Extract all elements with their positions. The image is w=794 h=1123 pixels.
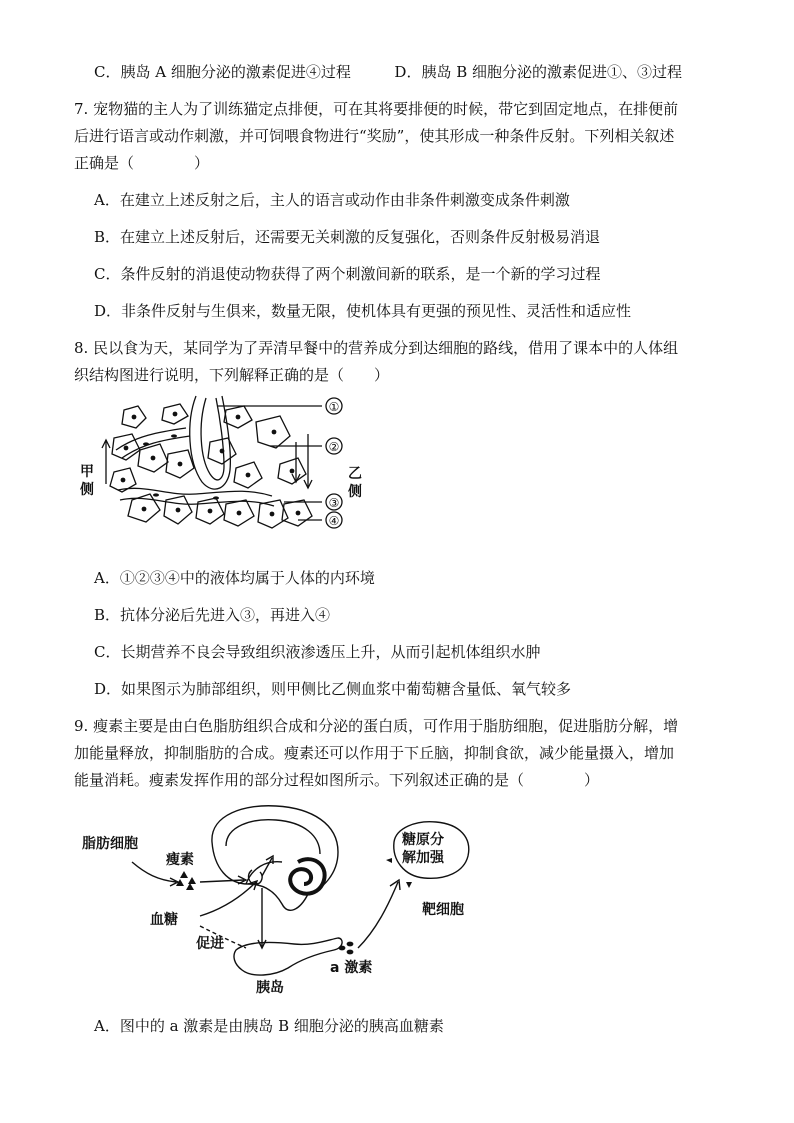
q6-options-line [94,62,724,82]
q9-option-a: A．图中的 a 激素是由胰岛 B 细胞分泌的胰高血糖素 [94,1017,444,1035]
q7-stem-2: 后进行语言或动作刺激，并可饲喂食物进行“奖励”，使其形成一种条件反射。下列相关叙述 [74,127,675,145]
q9-stem-3: 能量消耗。瘦素发挥作用的部分过程如图所示。下列叙述正确的是（ ） [74,771,600,789]
q8-option-d: D．如果图示为肺部组织，则甲侧比乙侧血浆中葡萄糖含量低、氧气较多 [94,680,572,698]
fig9-promote-label: 促进 [196,936,224,952]
fig8-label-3: ③ [328,496,340,510]
fig8-left-side-2: 侧 [80,482,94,498]
fig9-leptin-label: 瘦素 [166,852,194,868]
q8-option-b: B．抗体分泌后先进入③，再进入④ [94,606,331,624]
q6-option-c: C．胰岛 A 细胞分泌的激素促进④过程 [94,63,351,81]
q8-stem-1: 8. 民以食为天，某同学为了弄清早餐中的营养成分到达细胞的路线，借用了课本中的人体组 [74,339,679,357]
q7-option-c: C．条件反射的消退使动物获得了两个刺激间新的联系，是一个新的学习过程 [94,265,601,283]
fig9-hormone-a-label: a 激素 [330,960,373,976]
q7-option-d: D．非条件反射与生俱来，数量无限，使机体具有更强的预见性、灵活性和适应性 [94,302,632,320]
fig9-target-cell-label: 靶细胞 [422,902,464,918]
q7-option-a: A．在建立上述反射之后，主人的语言或动作由非条件刺激变成条件刺激 [94,191,570,209]
leptin-pathway-figure [76,798,496,998]
fig8-label-2: ② [328,440,340,454]
q7-stem-1: 7. 宠物猫的主人为了训练猫定点排便，可在其将要排便的时候，带它到固定地点，在排便前 [74,100,679,118]
q7-option-b: B．在建立上述反射后，还需要无关刺激的反复强化，否则条件反射极易消退 [94,228,601,246]
tissue-structure-figure [76,392,376,552]
fig9-glycogen-label-1: 糖原分 [402,832,444,848]
q7-stem-3: 正确是（ ） [74,154,210,172]
q8-option-a: A．①②③④中的液体均属于人体的内环境 [94,569,375,587]
q9-stem-1: 9. 瘦素主要是由白色脂肪组织合成和分泌的蛋白质，可作用于脂肪细胞，促进脂肪分解，增 [74,717,679,735]
q8-stem-2: 织结构图进行说明，下列解释正确的是（ ） [74,366,390,384]
fig8-right-side-2: 侧 [348,484,362,500]
q8-option-c: C．长期营养不良会导致组织液渗透压上升，从而引起机体组织水肿 [94,643,541,661]
fig8-label-1: ① [328,400,340,414]
fig9-islet-label: 胰岛 [256,980,284,996]
q9-stem-2: 加能量释放，抑制脂肪的合成。瘦素还可以作用于下丘脑，抑制食欲，减少能量摄入，增加 [74,744,675,762]
fig9-fat-cell-label: 脂肪细胞 [82,836,138,852]
q6-option-d: D．胰岛 B 细胞分泌的激素促进①、③过程 [394,63,683,81]
fig8-left-side-1: 甲 [80,464,94,480]
fig9-blood-sugar-label: 血糖 [150,912,178,928]
fig9-glycogen-label-2: 解加强 [402,850,444,866]
fig8-label-4: ④ [328,514,340,528]
fig8-right-side-1: 乙 [348,466,362,482]
